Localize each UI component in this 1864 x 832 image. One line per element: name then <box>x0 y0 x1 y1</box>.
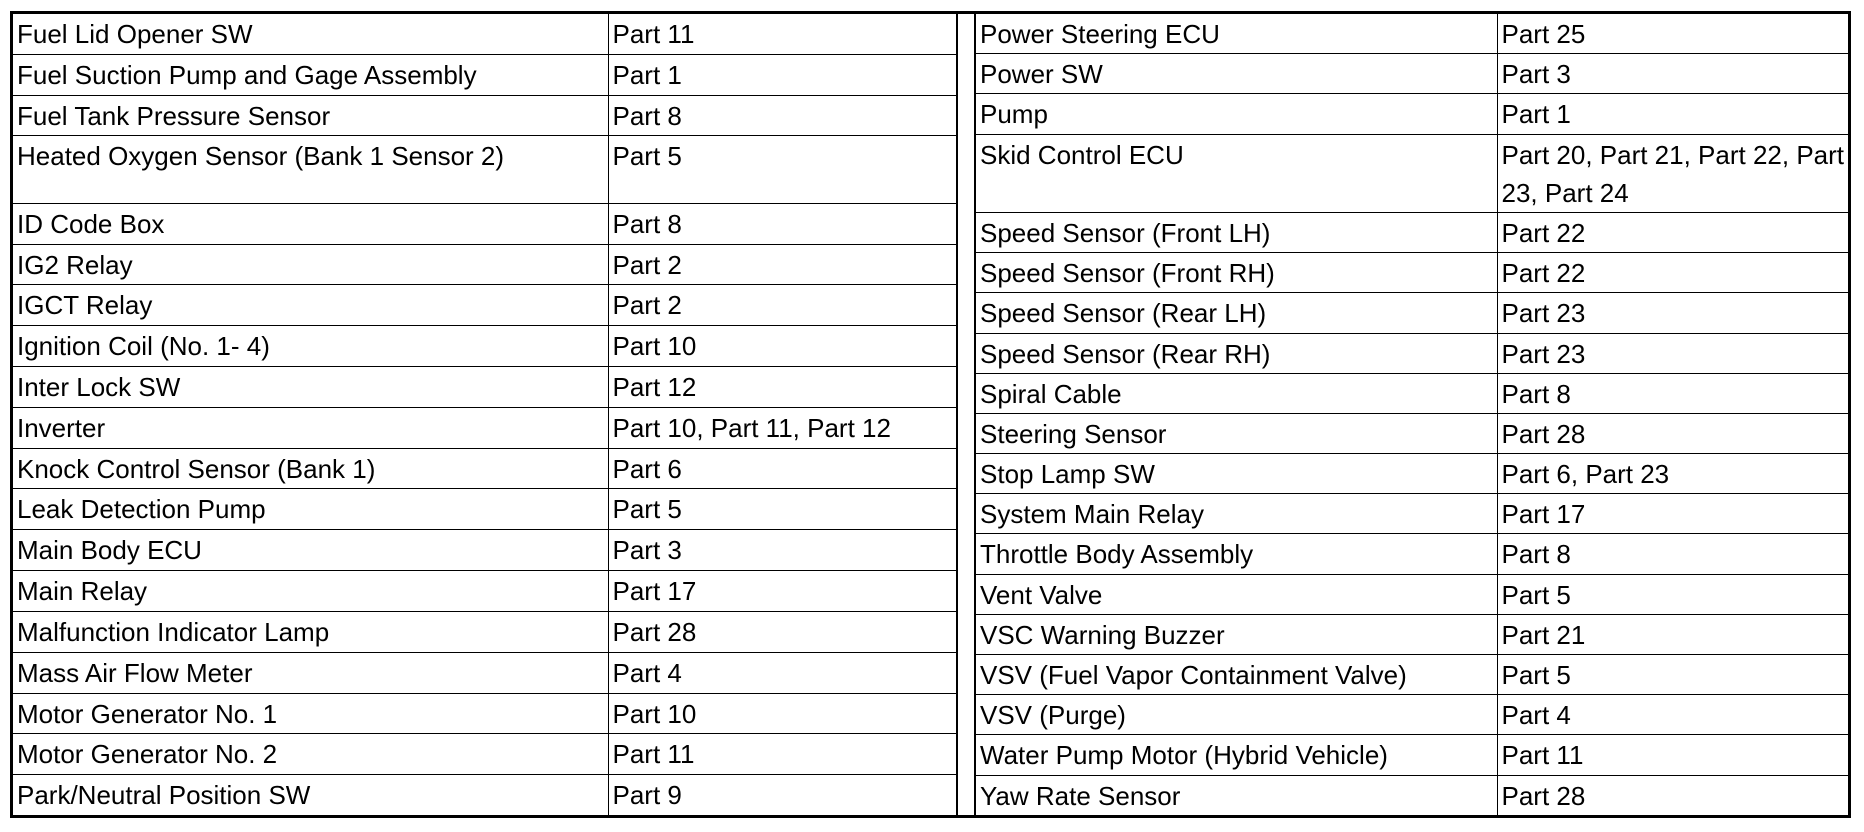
part-reference-cell: Part 3 <box>608 530 956 571</box>
part-reference-cell: Part 8 <box>608 95 956 136</box>
part-reference-cell: Part 10, Part 11, Part 12 <box>608 407 956 448</box>
table-row <box>976 454 1848 494</box>
component-name-cell: Motor Generator No. 2 <box>13 734 608 775</box>
table-row <box>13 530 956 571</box>
component-name-cell: VSC Warning Buzzer <box>976 614 1497 654</box>
part-reference-cell: Part 6 <box>608 448 956 489</box>
part-reference-cell: Part 1 <box>608 54 956 95</box>
part-reference-cell: Part 5 <box>1497 574 1848 614</box>
table-row <box>976 534 1848 574</box>
component-name-cell: Speed Sensor (Front RH) <box>976 253 1497 293</box>
table-row <box>13 571 956 612</box>
part-reference-cell: Part 12 <box>608 367 956 408</box>
part-reference-cell: Part 2 <box>608 285 956 326</box>
component-name-cell: System Main Relay <box>976 494 1497 534</box>
table-row <box>976 293 1848 333</box>
component-name-cell: VSV (Fuel Vapor Containment Valve) <box>976 655 1497 695</box>
component-name-cell: Vent Valve <box>976 574 1497 614</box>
table-row <box>976 695 1848 735</box>
part-reference-cell: Part 8 <box>1497 373 1848 413</box>
component-name-cell: Fuel Tank Pressure Sensor <box>13 95 608 136</box>
component-name-cell: Yaw Rate Sensor <box>976 775 1497 815</box>
table-row <box>13 95 956 136</box>
part-reference-cell: Part 28 <box>608 611 956 652</box>
part-reference-cell: Part 23 <box>1497 293 1848 333</box>
component-name-cell: IG2 Relay <box>13 244 608 285</box>
part-reference-cell: Part 20, Part 21, Part 22, Part 23, Part 24 <box>1497 134 1848 212</box>
column-separator <box>956 14 976 815</box>
part-reference-cell: Part 4 <box>1497 695 1848 735</box>
table-row <box>976 134 1848 212</box>
component-index-table-right <box>976 14 1848 815</box>
part-reference-cell: Part 3 <box>1497 54 1848 94</box>
component-name-cell: Skid Control ECU <box>976 134 1497 212</box>
component-name-cell: Throttle Body Assembly <box>976 534 1497 574</box>
table-row <box>976 614 1848 654</box>
part-reference-cell: Part 23 <box>1497 333 1848 373</box>
component-name-cell: Power Steering ECU <box>976 14 1497 54</box>
table-row <box>13 326 956 367</box>
table-row <box>13 407 956 448</box>
table-row <box>976 253 1848 293</box>
part-reference-cell: Part 22 <box>1497 212 1848 252</box>
table-row <box>976 775 1848 815</box>
part-reference-cell: Part 10 <box>608 693 956 734</box>
table-row <box>976 413 1848 453</box>
component-name-cell: Spiral Cable <box>976 373 1497 413</box>
table-row <box>13 693 956 734</box>
table-row <box>976 54 1848 94</box>
component-name-cell: Inverter <box>13 407 608 448</box>
table-row <box>13 285 956 326</box>
component-name-cell: Motor Generator No. 1 <box>13 693 608 734</box>
part-reference-cell: Part 5 <box>608 489 956 530</box>
part-reference-cell: Part 1 <box>1497 94 1848 134</box>
table-row <box>976 212 1848 252</box>
component-name-cell: ID Code Box <box>13 203 608 244</box>
component-name-cell: Speed Sensor (Rear RH) <box>976 333 1497 373</box>
part-reference-cell: Part 8 <box>608 203 956 244</box>
table-row <box>13 652 956 693</box>
component-index-frame <box>10 11 1851 818</box>
part-reference-cell: Part 17 <box>608 571 956 612</box>
part-reference-cell: Part 11 <box>1497 735 1848 775</box>
part-reference-cell: Part 21 <box>1497 614 1848 654</box>
part-reference-cell: Part 5 <box>608 136 956 203</box>
right-table-body <box>976 14 1848 815</box>
component-name-cell: Mass Air Flow Meter <box>13 652 608 693</box>
part-reference-cell: Part 11 <box>608 734 956 775</box>
component-name-cell: Main Relay <box>13 571 608 612</box>
left-table-body <box>13 14 956 815</box>
part-reference-cell: Part 22 <box>1497 253 1848 293</box>
component-name-cell: Stop Lamp SW <box>976 454 1497 494</box>
part-reference-cell: Part 8 <box>1497 534 1848 574</box>
table-row <box>13 14 956 54</box>
part-reference-cell: Part 17 <box>1497 494 1848 534</box>
part-reference-cell: Part 2 <box>608 244 956 285</box>
table-row <box>976 373 1848 413</box>
component-name-cell: Fuel Suction Pump and Gage Assembly <box>13 54 608 95</box>
part-reference-cell: Part 25 <box>1497 14 1848 54</box>
table-row <box>13 448 956 489</box>
part-reference-cell: Part 9 <box>608 775 956 815</box>
component-index-table-left <box>13 14 956 815</box>
component-name-cell: Power SW <box>976 54 1497 94</box>
component-name-cell: Inter Lock SW <box>13 367 608 408</box>
component-name-cell: Pump <box>976 94 1497 134</box>
table-row <box>13 611 956 652</box>
table-row <box>13 203 956 244</box>
table-row <box>976 655 1848 695</box>
component-name-cell: IGCT Relay <box>13 285 608 326</box>
table-row <box>13 54 956 95</box>
component-name-cell: Park/Neutral Position SW <box>13 775 608 815</box>
table-row <box>13 489 956 530</box>
component-name-cell: Steering Sensor <box>976 413 1497 453</box>
component-name-cell: Malfunction Indicator Lamp <box>13 611 608 652</box>
part-reference-cell: Part 28 <box>1497 775 1848 815</box>
part-reference-cell: Part 28 <box>1497 413 1848 453</box>
table-row <box>976 94 1848 134</box>
part-reference-cell: Part 6, Part 23 <box>1497 454 1848 494</box>
table-row <box>13 367 956 408</box>
table-row <box>13 734 956 775</box>
table-row <box>13 775 956 815</box>
component-name-cell: Main Body ECU <box>13 530 608 571</box>
component-name-cell: Speed Sensor (Front LH) <box>976 212 1497 252</box>
table-row <box>976 735 1848 775</box>
component-name-cell: Speed Sensor (Rear LH) <box>976 293 1497 333</box>
table-row <box>976 333 1848 373</box>
component-name-cell: VSV (Purge) <box>976 695 1497 735</box>
component-name-cell: Leak Detection Pump <box>13 489 608 530</box>
part-reference-cell: Part 4 <box>608 652 956 693</box>
table-row <box>13 244 956 285</box>
component-name-cell: Water Pump Motor (Hybrid Vehicle) <box>976 735 1497 775</box>
table-row <box>976 494 1848 534</box>
table-row <box>976 14 1848 54</box>
component-name-cell: Fuel Lid Opener SW <box>13 14 608 54</box>
table-row <box>13 136 956 203</box>
part-reference-cell: Part 5 <box>1497 655 1848 695</box>
component-name-cell: Heated Oxygen Sensor (Bank 1 Sensor 2) <box>13 136 608 203</box>
component-name-cell: Ignition Coil (No. 1- 4) <box>13 326 608 367</box>
part-reference-cell: Part 10 <box>608 326 956 367</box>
part-reference-cell: Part 11 <box>608 14 956 54</box>
component-name-cell: Knock Control Sensor (Bank 1) <box>13 448 608 489</box>
table-row <box>976 574 1848 614</box>
